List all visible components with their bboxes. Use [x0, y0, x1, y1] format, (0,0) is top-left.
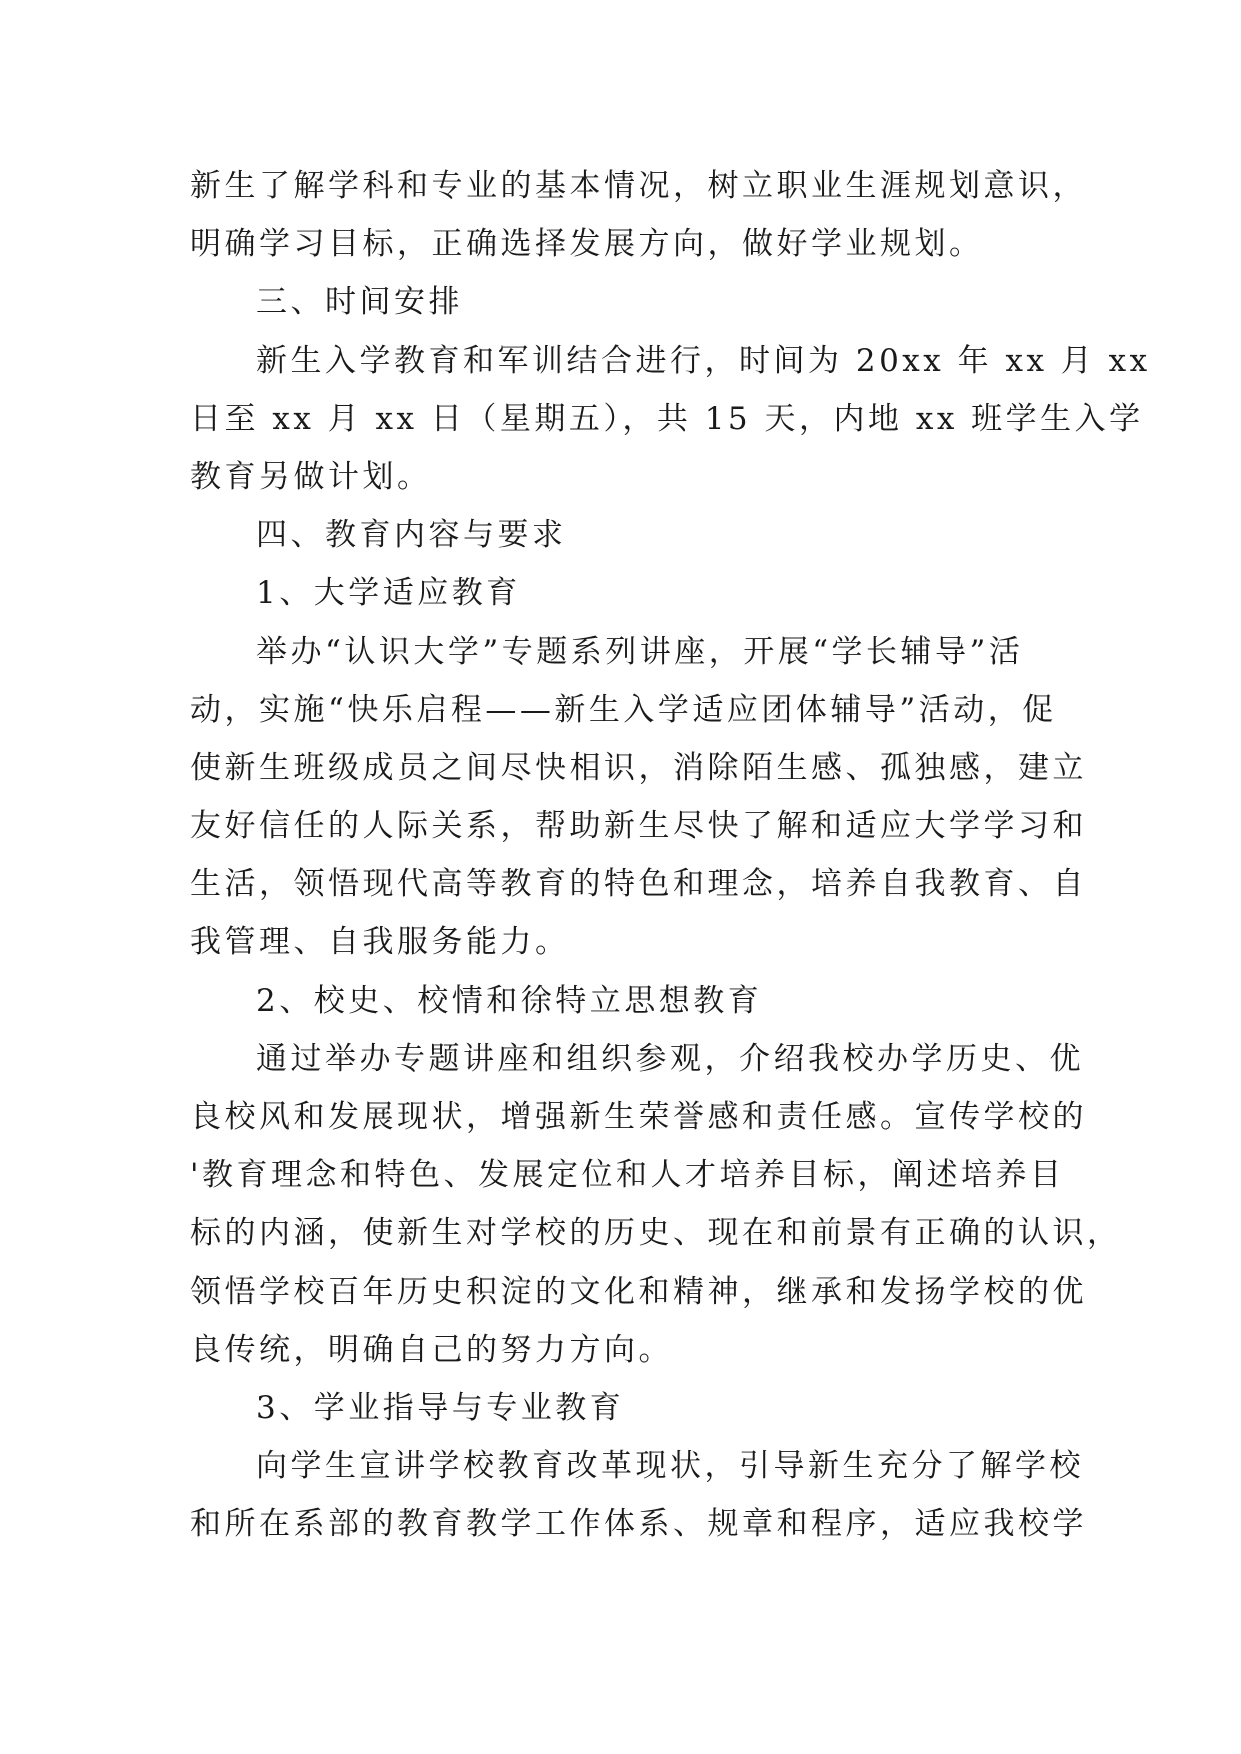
- document-text-line: 三、时间安排: [256, 284, 463, 321]
- document-text-line: 教育另做计划。: [190, 458, 432, 495]
- document-text-line: 我管理、自我服务能力。: [190, 924, 570, 961]
- document-text-line: 领悟学校百年历史积淀的文化和精神，继承和发扬学校的优: [190, 1273, 1087, 1310]
- document-text-line: '教育理念和特色、发展定位和人才培养目标，阐述培养目: [190, 1157, 1065, 1194]
- document-text-line: 新生了解学科和专业的基本情况，树立职业生涯规划意识，: [190, 168, 1087, 204]
- document-text-line: 新生入学教育和军训结合进行，时间为 20xx 年 xx 月 xx: [256, 342, 1151, 379]
- document-text-line: 1、大学适应教育: [256, 575, 521, 612]
- document-text-line: 生活，领悟现代高等教育的特色和理念，培养自我教育、自: [190, 866, 1087, 903]
- document-text-line: 3、学业指导与专业教育: [256, 1389, 625, 1426]
- document-text-line: 2、校史、校情和徐特立思想教育: [256, 982, 763, 1019]
- document-text-line: 良传统，明确自己的努力方向。: [190, 1331, 673, 1368]
- document-text-line: 举办“认识大学”专题系列讲座，开展“学长辅导”活: [256, 633, 1024, 670]
- document-text-line: 通过举办专题讲座和组织参观，介绍我校办学历史、优: [256, 1040, 1084, 1077]
- document-text-line: 和所在系部的教育教学工作体系、规章和程序，适应我校学: [190, 1506, 1087, 1543]
- document-text-line: 标的内涵，使新生对学校的历史、现在和前景有正确的认识，: [190, 1215, 1122, 1252]
- document-text-line: 使新生班级成员之间尽快相识，消除陌生感、孤独感，建立: [190, 749, 1087, 786]
- document-body: [190, 157, 1151, 1554]
- document-text-line: 友好信任的人际关系，帮助新生尽快了解和适应大学学习和: [190, 808, 1087, 845]
- document-text-line: 动，实施“快乐启程——新生入学适应团体辅导”活动，促: [190, 691, 1057, 728]
- document-text-line: 日至 xx 月 xx 日（星期五），共 15 天，内地 xx 班学生入学: [190, 400, 1144, 437]
- document-text-line: 向学生宣讲学校教育改革现状，引导新生充分了解学校: [256, 1448, 1084, 1485]
- document-text-line: 明确学习目标，正确选择发展方向，做好学业规划。: [190, 226, 984, 263]
- document-text-line: 四、教育内容与要求: [256, 517, 567, 554]
- document-text-line: 良校风和发展现状，增强新生荣誉感和责任感。宣传学校的: [190, 1099, 1087, 1135]
